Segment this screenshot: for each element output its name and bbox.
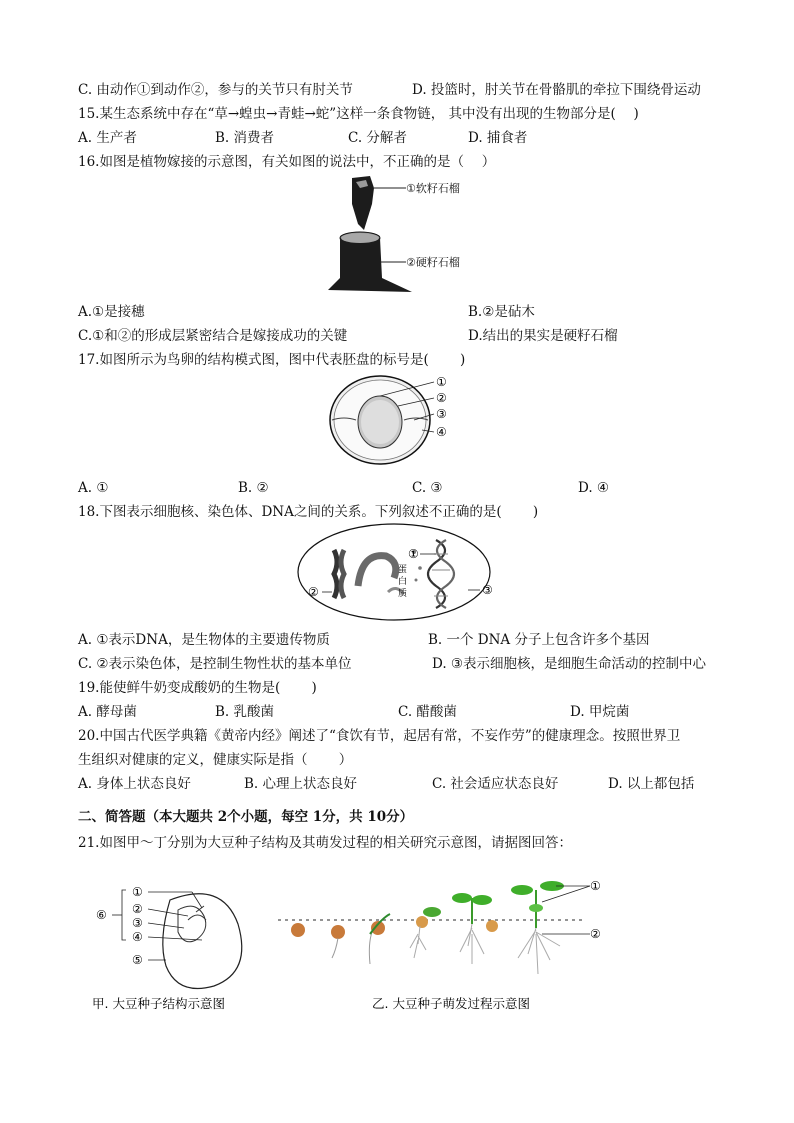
soybean-germination-diagram bbox=[272, 874, 612, 1016]
nucleus-label-3: ③ bbox=[482, 583, 493, 597]
q18-option-c: C. ②表示染色体，是控制生物性状的基本单位 bbox=[78, 656, 352, 672]
bird-egg-diagram bbox=[324, 372, 474, 472]
q19-option-a: A. 酵母菌 bbox=[78, 704, 137, 720]
egg-label-3: ③ bbox=[436, 407, 447, 421]
q19-option-c: C. 醋酸菌 bbox=[398, 704, 457, 720]
egg-label-1: ① bbox=[436, 375, 447, 389]
q17-option-d: D. ④ bbox=[578, 480, 610, 496]
protein-char-2: 白 bbox=[398, 577, 408, 587]
chromosome-label-2: ② bbox=[308, 585, 319, 599]
q20-stem-line2: 生组织对健康的定义，健康实际是指（ ） bbox=[78, 752, 353, 768]
q21-stem: 21.如图甲～丁分别为大豆种子结构及其萌发过程的相关研究示意图，请据图回答： bbox=[78, 835, 572, 851]
q15-option-b: B. 消费者 bbox=[215, 130, 275, 146]
q15-stem: 15.某生态系统中存在“草→蝗虫→青蛙→蛇”这样一条食物链， 其中没有出现的生物部分是( ) bbox=[78, 106, 639, 122]
q16-option-c: C.①和②的形成层紧密结合是嫁接成功的关键 bbox=[78, 328, 348, 344]
q15-option-c: C. 分解者 bbox=[348, 130, 407, 146]
q18-option-a: A. ①表示DNA，是生物体的主要遗传物质 bbox=[78, 632, 330, 648]
q18-stem: 18.下图表示细胞核、染色体、DNA之间的关系。下列叙述不正确的是( ) bbox=[78, 504, 539, 520]
q20-option-a: A. 身体上状态良好 bbox=[78, 776, 191, 792]
q14-option-d: D. 投篮时，肘关节在骨骼肌的牵拉下围绕骨运动 bbox=[412, 82, 701, 98]
caption-yi: 乙. 大豆种子萌发过程示意图 bbox=[372, 996, 530, 1011]
q16-option-a: A.①是接穗 bbox=[78, 304, 145, 320]
q17-option-a: A. ① bbox=[78, 480, 109, 496]
q19-stem: 19.能使鲜牛奶变成酸奶的生物是( ) bbox=[78, 680, 317, 696]
seed-label-2: ② bbox=[132, 902, 143, 916]
grafting-diagram bbox=[320, 174, 480, 296]
q14-option-c: C. 由动作①到动作②，参与的关节只有肘关节 bbox=[78, 82, 353, 98]
soybean-seed-structure-diagram bbox=[92, 880, 282, 1016]
seed-label-1: ① bbox=[132, 885, 143, 899]
seed-label-6: ⑥ bbox=[96, 908, 107, 922]
seed-label-5: ⑤ bbox=[132, 953, 143, 967]
q16-option-d: D.结出的果实是硬籽石榴 bbox=[468, 328, 618, 344]
seed-label-4: ④ bbox=[132, 930, 143, 944]
q20-stem-line1: 20.中国古代医学典籍《黄帝内经》阐述了“食饮有节，起居有常，不妄作劳”的健康理念。按照世界卫 bbox=[78, 728, 681, 744]
caption-jia: 甲. 大豆种子结构示意图 bbox=[92, 996, 225, 1011]
q19-option-d: D. 甲烷菌 bbox=[570, 704, 630, 720]
egg-label-4: ④ bbox=[436, 425, 447, 439]
q17-option-b: B. ② bbox=[238, 480, 269, 496]
dna-label-1: ① bbox=[408, 547, 419, 561]
stock-label: ②硬籽石榴 bbox=[406, 256, 460, 269]
q20-option-d: D. 以上都包括 bbox=[608, 776, 695, 792]
germination-label-1: ① bbox=[590, 879, 601, 893]
q20-option-c: C. 社会适应状态良好 bbox=[432, 776, 559, 792]
q16-stem: 16.如图是植物嫁接的示意图，有关如图的说法中，不正确的是（ ） bbox=[78, 154, 496, 170]
egg-label-2: ② bbox=[436, 391, 447, 405]
germination-label-2: ② bbox=[590, 927, 601, 941]
protein-char-1: 蛋 bbox=[398, 565, 408, 575]
q18-option-d: D. ③表示细胞核，是细胞生命活动的控制中心 bbox=[432, 656, 707, 672]
seed-label-3: ③ bbox=[132, 916, 143, 930]
q15-option-a: A. 生产者 bbox=[78, 130, 137, 146]
q17-option-c: C. ③ bbox=[412, 480, 443, 496]
protein-char-3: 质 bbox=[398, 589, 408, 599]
section-2-heading: 二、简答题（本大题共 2个小题，每空 1分，共 10分） bbox=[78, 809, 414, 825]
q18-option-b: B. 一个 DNA 分子上包含许多个基因 bbox=[428, 632, 650, 648]
q19-option-b: B. 乳酸菌 bbox=[215, 704, 275, 720]
nucleus-chromosome-dna-diagram bbox=[296, 522, 502, 624]
q15-option-d: D. 捕食者 bbox=[468, 130, 528, 146]
scion-label: ①软籽石榴 bbox=[406, 182, 460, 195]
q16-option-b: B.②是砧木 bbox=[468, 304, 535, 320]
q17-stem: 17.如图所示为鸟卵的结构模式图，图中代表胚盘的标号是( ) bbox=[78, 352, 466, 368]
q20-option-b: B. 心理上状态良好 bbox=[244, 776, 358, 792]
